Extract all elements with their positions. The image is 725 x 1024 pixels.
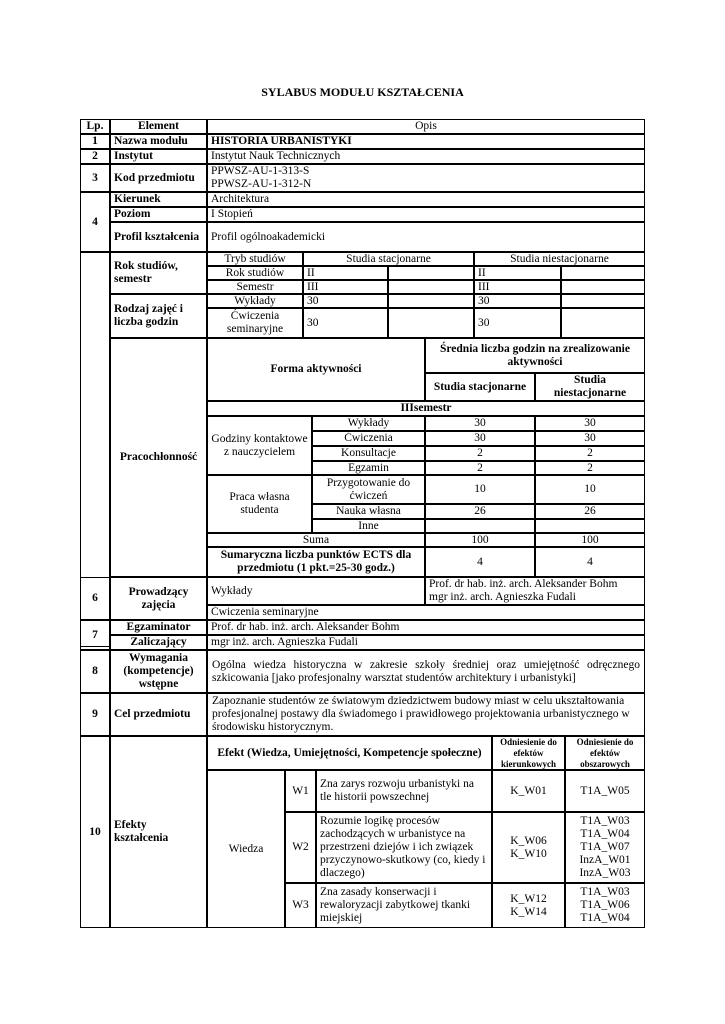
header-element bbox=[110, 119, 207, 134]
lectures-full-time bbox=[303, 294, 388, 308]
grader-value bbox=[207, 635, 645, 650]
learning-outcomes-label bbox=[110, 736, 207, 928]
empty-cell bbox=[388, 280, 474, 294]
instructors-value bbox=[425, 577, 645, 605]
outcome-code bbox=[285, 770, 316, 812]
sum-full-time bbox=[425, 533, 535, 547]
row-number-text: 10 bbox=[89, 825, 101, 838]
prerequisites-label-text: Wymagania (kompetencje) wstępne bbox=[123, 652, 194, 690]
ects-full-time-text: 4 bbox=[477, 555, 483, 568]
activity-hours-full-time-text: 26 bbox=[474, 505, 486, 517]
row-number-text: 3 bbox=[92, 171, 98, 184]
examiner-label-text: Egzaminator bbox=[126, 621, 191, 633]
directional-ref-text: K_W12 bbox=[510, 892, 547, 905]
row-number bbox=[80, 149, 110, 164]
row-number bbox=[80, 164, 110, 192]
year-full-time-text: II bbox=[307, 266, 315, 279]
year-semester-label bbox=[110, 252, 207, 294]
outcome-code-text: W1 bbox=[292, 784, 309, 797]
course-goal-value-text: Zapoznanie studentów ze światowym dziedzictwem budowy miast w celu ukształtowania profesjonalnej postawy dla świadomego i prawidłowego projektowania urbanistycznego w środowisku historycznym. bbox=[212, 695, 630, 733]
level-label bbox=[110, 207, 207, 222]
area-ref bbox=[565, 812, 645, 883]
directional-ref-text: K_W01 bbox=[510, 784, 547, 797]
part-time-header-text: Studia niestacjonarne bbox=[553, 374, 627, 399]
sum-full-time-text: 100 bbox=[471, 533, 489, 546]
grader-label bbox=[110, 635, 207, 650]
area-ref bbox=[565, 883, 645, 928]
activity-hours-full-time bbox=[425, 504, 535, 519]
mode-label bbox=[207, 252, 303, 266]
outcome-text bbox=[316, 883, 492, 928]
prerequisites-label bbox=[110, 650, 207, 693]
outcome-text-text: Zna zarys rozwoju urbanistyki na tle historii powszechnej bbox=[320, 778, 474, 803]
activity-name bbox=[312, 475, 425, 504]
activity-name-text: Inne bbox=[358, 519, 379, 532]
knowledge-label bbox=[207, 770, 285, 928]
directional-ref bbox=[492, 883, 565, 928]
activity-form-header-text: Forma aktywności bbox=[270, 363, 362, 375]
module-name-label bbox=[110, 134, 207, 149]
examiner-label bbox=[110, 620, 207, 635]
header-lp-text: Lp. bbox=[86, 120, 104, 132]
area-ref-text: T1A_W05 bbox=[580, 784, 630, 797]
field-label bbox=[110, 192, 207, 207]
row-number-text: 6 bbox=[92, 592, 98, 604]
activity-hours-full-time bbox=[425, 416, 535, 431]
full-time-label bbox=[303, 252, 474, 266]
activity-hours-full-time bbox=[425, 431, 535, 446]
activity-name bbox=[312, 461, 425, 475]
area-ref-header bbox=[565, 736, 645, 770]
activity-hours-full-time-text: 2 bbox=[477, 447, 483, 459]
class-type-label bbox=[110, 294, 207, 338]
prerequisites-value bbox=[207, 650, 645, 693]
grader-value-text: mgr inż. arch. Agnieszka Fudali bbox=[211, 636, 358, 648]
self-study-label bbox=[207, 475, 312, 533]
semester-full-time bbox=[303, 280, 388, 294]
lectures-label bbox=[207, 294, 303, 308]
outcome-code bbox=[285, 883, 316, 928]
module-name-value-text: HISTORIA URBANISTYKI bbox=[211, 135, 352, 147]
empty-cell bbox=[388, 294, 474, 308]
empty-cell bbox=[561, 280, 645, 294]
row-number-text: 4 bbox=[92, 215, 98, 228]
ects-part-time-text: 4 bbox=[587, 555, 593, 568]
full-time-header bbox=[425, 373, 535, 401]
institute-value bbox=[207, 149, 645, 164]
workload-label-text: Pracochłonność bbox=[119, 451, 198, 463]
institute-label bbox=[110, 149, 207, 164]
grader-label-text: Zaliczający bbox=[130, 636, 187, 648]
outcome-text-text: Rozumie logikę procesów zachodzących w urbanistyce na przestrzeni dziejów i ich związek przyczynowo-skutkowy (co, kiedy i dlaczego) bbox=[320, 815, 486, 879]
lectures-label-text: Wykłady bbox=[211, 584, 253, 597]
row-number bbox=[80, 134, 110, 149]
outcome-code bbox=[285, 812, 316, 883]
activity-form-header bbox=[207, 338, 425, 401]
workload-label bbox=[110, 338, 207, 577]
activity-name-text: Egzamin bbox=[348, 461, 389, 474]
header-opis-text: Opis bbox=[415, 120, 437, 132]
area-ref-text: InzA_W01 bbox=[579, 854, 631, 866]
learning-outcomes-label-text: Efekty kształcenia bbox=[114, 819, 169, 844]
activity-name-text: Konsultacje bbox=[341, 447, 396, 459]
activity-hours-full-time-text: 30 bbox=[474, 432, 486, 444]
prerequisites-value-text: Ogólna wiedza historyczna w zakresie szkoły średniej oraz umiejętność odręcznego szkicowania [jako profesjonalny warsztat studentów architektury i urbanistyki] bbox=[212, 658, 640, 684]
empty-cell bbox=[561, 308, 645, 338]
semester-header-text: IIIsemestr bbox=[400, 402, 452, 414]
header-lp bbox=[80, 119, 110, 134]
activity-name bbox=[312, 416, 425, 431]
full-time-header-text: Studia stacjonarne bbox=[433, 380, 527, 393]
activity-hours-part-time-text: 26 bbox=[584, 505, 596, 517]
activity-hours-part-time bbox=[535, 416, 645, 431]
directional-ref bbox=[492, 770, 565, 812]
activity-hours-full-time-text: 10 bbox=[474, 483, 486, 495]
sum-label bbox=[207, 533, 425, 547]
header-element-text: Element bbox=[138, 120, 179, 132]
level-label-text: Poziom bbox=[114, 208, 151, 220]
institute-value-text: Instytut Nauk Technicznych bbox=[211, 150, 341, 162]
row-number bbox=[80, 736, 110, 928]
instructors-label-text: Prowadzący zajęcia bbox=[128, 585, 189, 611]
activity-hours-part-time bbox=[535, 475, 645, 504]
field-value bbox=[207, 192, 645, 207]
year-label bbox=[207, 266, 303, 280]
activity-name bbox=[312, 431, 425, 446]
year-semester-label-text: Rok studiów, semestr bbox=[114, 260, 178, 285]
area-ref-text: T1A_W03 bbox=[580, 815, 630, 827]
year-part-time bbox=[474, 266, 561, 280]
activity-hours-part-time-text: 30 bbox=[584, 432, 596, 444]
sum-part-time bbox=[535, 533, 645, 547]
exercises-label-text: Ćwiczenia seminaryjne bbox=[211, 606, 319, 618]
row-number-text: 1 bbox=[92, 135, 98, 147]
activity-hours-part-time-text: 2 bbox=[587, 447, 593, 459]
sum-part-time-text: 100 bbox=[581, 533, 599, 546]
activity-hours-part-time-text: 10 bbox=[584, 483, 596, 495]
directional-ref-header bbox=[492, 736, 565, 770]
activity-name-text: Nauka własna bbox=[336, 505, 401, 517]
outcome-code-text: W3 bbox=[292, 899, 309, 911]
activity-hours-part-time bbox=[535, 504, 645, 519]
activity-hours-full-time bbox=[425, 446, 535, 461]
area-ref-text: T1A_W06 bbox=[580, 899, 630, 911]
course-goal-label bbox=[110, 693, 207, 736]
profile-value bbox=[207, 222, 645, 252]
activity-name bbox=[312, 446, 425, 461]
profile-label-text: Profil kształcenia bbox=[114, 230, 200, 243]
activity-name-text: Ćwiczenia bbox=[344, 432, 393, 444]
lectures-label bbox=[207, 577, 425, 605]
activity-hours-full-time-text: 2 bbox=[477, 461, 483, 474]
examiner-value bbox=[207, 620, 645, 635]
average-hours-header-text: Średnia liczba godzin na zrealizowanie aktywności bbox=[440, 342, 630, 368]
empty-cell bbox=[561, 266, 645, 280]
part-time-label bbox=[474, 252, 645, 266]
instructors-value-text: Prof. dr hab. inż. arch. Aleksander Bohm bbox=[429, 578, 618, 590]
directional-ref-header-text: Odniesienie do efektów kierunkowych bbox=[500, 736, 557, 769]
ects-label bbox=[207, 547, 425, 577]
directional-ref bbox=[492, 812, 565, 883]
exercises-label-text: Ćwiczenia seminaryjne bbox=[226, 310, 284, 335]
lectures-full-time-text: 30 bbox=[307, 294, 319, 307]
activity-hours-full-time bbox=[425, 519, 535, 533]
activity-name-text: Przygotowanie do ćwiczeń bbox=[326, 476, 411, 502]
row-number-text: 9 bbox=[92, 708, 98, 720]
directional-ref-text: K_W06 bbox=[510, 834, 547, 847]
header-opis bbox=[207, 119, 645, 134]
outcome-header bbox=[207, 736, 492, 770]
activity-hours-part-time-text: 2 bbox=[587, 461, 593, 474]
year-label-text: Rok studiów bbox=[225, 266, 285, 279]
area-ref-header-text: Odniesienie do efektów obszarowych bbox=[576, 736, 634, 769]
semester-part-time bbox=[474, 280, 561, 294]
semester-header bbox=[207, 401, 645, 416]
activity-hours-full-time bbox=[425, 461, 535, 475]
lectures-part-time bbox=[474, 294, 561, 308]
area-ref-text: InzA_W03 bbox=[579, 867, 631, 879]
ects-full-time bbox=[425, 547, 535, 577]
activity-hours-part-time bbox=[535, 446, 645, 461]
contact-hours-label-text: Godziny kontaktowe z nauczycielem bbox=[211, 432, 308, 458]
ects-part-time bbox=[535, 547, 645, 577]
semester-full-time-text: III bbox=[307, 280, 319, 293]
outcome-text bbox=[316, 770, 492, 812]
course-code-label bbox=[110, 164, 207, 192]
course-goal-label-text: Cel przedmiotu bbox=[114, 708, 191, 720]
field-value-text: Architektura bbox=[211, 193, 270, 205]
outcome-header-text: Efekt (Wiedza, Umiejętności, Kompetencje społeczne) bbox=[217, 746, 482, 759]
outcome-text bbox=[316, 812, 492, 883]
part-time-header bbox=[535, 373, 645, 401]
course-code-label-text: Kod przedmiotu bbox=[114, 171, 195, 184]
level-value bbox=[207, 207, 645, 222]
activity-hours-part-time bbox=[535, 431, 645, 446]
row-number bbox=[80, 192, 110, 252]
course-code-value bbox=[207, 164, 645, 192]
activity-name bbox=[312, 519, 425, 533]
row-number-text: 7 bbox=[92, 628, 98, 641]
area-ref-text: T1A_W04 bbox=[580, 828, 630, 840]
empty-cell bbox=[388, 266, 474, 280]
year-full-time bbox=[303, 266, 388, 280]
activity-hours-part-time bbox=[535, 519, 645, 533]
row-number bbox=[80, 650, 110, 693]
row-number bbox=[80, 693, 110, 736]
directional-ref-text: K_W10 bbox=[510, 847, 547, 860]
institute-label-text: Instytut bbox=[114, 150, 153, 162]
row-number-text: 8 bbox=[92, 665, 98, 677]
module-name-value bbox=[207, 134, 645, 149]
area-ref-text: T1A_W03 bbox=[580, 886, 630, 898]
instructors-value-text: mgr inż. arch. Agnieszka Fudali bbox=[429, 591, 576, 603]
year-part-time-text: II bbox=[478, 266, 486, 279]
lectures-label-text: Wykłady bbox=[234, 294, 276, 307]
sum-label-text: Suma bbox=[302, 533, 330, 546]
full-time-label-text: Studia stacjonarne bbox=[346, 252, 431, 265]
self-study-label-text: Praca własna studenta bbox=[229, 491, 290, 516]
contact-hours-label bbox=[207, 416, 312, 475]
part-time-label-text: Studia niestacjonarne bbox=[510, 252, 609, 265]
exercises-part-time bbox=[474, 308, 561, 338]
empty-cell bbox=[561, 294, 645, 308]
activity-hours-part-time-text: 30 bbox=[584, 417, 596, 429]
semester-part-time-text: III bbox=[478, 280, 490, 293]
outcome-text-text: Zna zasady konserwacji i rewaloryzacji zabytkowej tkanki miejskiej bbox=[320, 886, 471, 924]
area-ref bbox=[565, 770, 645, 812]
profile-value-text: Profil ogólnoakademicki bbox=[211, 230, 326, 243]
outcome-code-text: W2 bbox=[292, 841, 309, 853]
exercises-full-time-text: 30 bbox=[307, 316, 319, 329]
row-number bbox=[80, 620, 110, 650]
class-type-label-text: Rodzaj zajęć i liczba godzin bbox=[114, 303, 183, 328]
row-number-text: 2 bbox=[92, 150, 98, 162]
course-goal-value bbox=[207, 693, 645, 736]
field-label-text: Kierunek bbox=[114, 193, 161, 205]
area-ref-text: T1A_W04 bbox=[580, 912, 630, 924]
activity-name bbox=[312, 504, 425, 519]
semester-label bbox=[207, 280, 303, 294]
activity-name-text: Wykłady bbox=[347, 417, 390, 429]
examiner-value-text: Prof. dr hab. inż. arch. Aleksander Bohm bbox=[211, 621, 400, 633]
profile-label bbox=[110, 222, 207, 252]
directional-ref-text: K_W14 bbox=[510, 905, 547, 918]
activity-hours-part-time bbox=[535, 461, 645, 475]
mode-label-text: Tryb studiów bbox=[224, 252, 286, 265]
row-number bbox=[80, 577, 110, 620]
instructors-label bbox=[110, 577, 207, 620]
exercises-label bbox=[207, 605, 645, 620]
exercises-part-time-text: 30 bbox=[478, 316, 490, 329]
level-value-text: I Stopień bbox=[211, 208, 253, 220]
knowledge-label-text: Wiedza bbox=[228, 842, 264, 855]
area-ref-text: T1A_W07 bbox=[580, 841, 630, 853]
activity-hours-full-time bbox=[425, 475, 535, 504]
lectures-part-time-text: 30 bbox=[478, 294, 490, 307]
course-code-value-text: PPWSZ-AU-1-312-N bbox=[211, 178, 312, 190]
course-code-value-text: PPWSZ-AU-1-313-S bbox=[211, 165, 310, 177]
exercises-label bbox=[207, 308, 303, 338]
document-title: SYLABUS MODUŁU KSZTAŁCENIA bbox=[261, 85, 464, 99]
module-name-label-text: Nazwa modułu bbox=[114, 135, 188, 147]
average-hours-header bbox=[425, 338, 645, 373]
activity-hours-full-time-text: 30 bbox=[474, 417, 486, 429]
exercises-full-time bbox=[303, 308, 388, 338]
semester-label-text: Semestr bbox=[236, 280, 274, 293]
ects-label-text: Sumaryczna liczba punktów ECTS dla przedmiotu (1 pkt.=25-30 godz.) bbox=[220, 549, 412, 574]
empty-cell bbox=[388, 308, 474, 338]
